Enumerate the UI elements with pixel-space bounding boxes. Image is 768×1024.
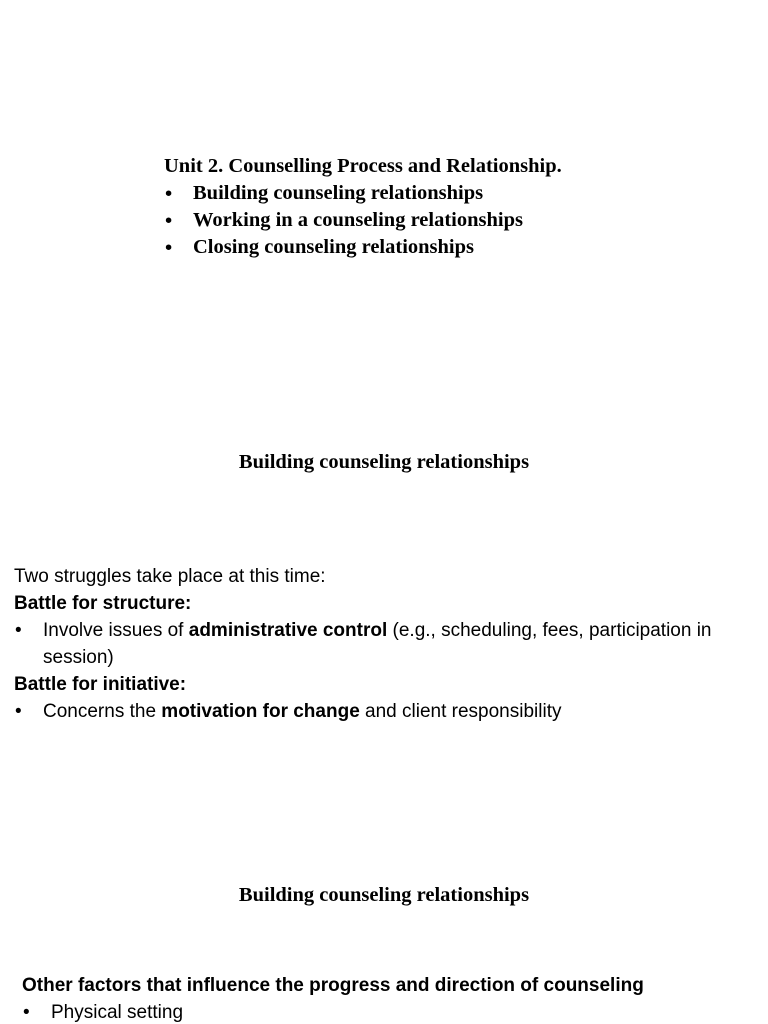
- battle-initiative-list: [14, 698, 758, 725]
- list-item: [14, 698, 758, 725]
- unit-topic-list: [164, 180, 562, 261]
- unit-topic-text: Working in a counseling relationships: [193, 209, 523, 231]
- list-item: [22, 999, 762, 1024]
- unit-title: Unit 2. Counselling Process and Relationship.: [164, 155, 562, 177]
- item-text-emphasis: motivation for change: [161, 701, 360, 722]
- unit-topic-item: [164, 207, 562, 234]
- bullet-icon: •: [165, 182, 173, 205]
- item-text-post: and client responsibility: [359, 701, 562, 722]
- struggles-intro: Two struggles take place at this time:: [14, 566, 326, 587]
- factors-block: [22, 972, 762, 1024]
- factor-text: Physical setting: [51, 1002, 184, 1023]
- bullet-icon: •: [165, 209, 173, 232]
- item-text-emphasis: administrative control: [188, 620, 388, 641]
- bullet-icon: •: [23, 1002, 30, 1023]
- factors-list: [22, 999, 762, 1024]
- unit-topic-text: Closing counseling relationships: [193, 236, 474, 258]
- bullet-icon: •: [165, 236, 173, 259]
- battle-structure-list: [14, 617, 758, 671]
- bullet-icon: •: [15, 620, 22, 641]
- list-item: [14, 617, 758, 671]
- factors-lead: Other factors that influence the progress and direction of counseling: [22, 975, 644, 996]
- unit-topic-item: [164, 234, 562, 261]
- item-text-post: (e.g., scheduling, fees, participation in session): [43, 620, 712, 668]
- unit-outline: [164, 153, 562, 261]
- battle-structure-label: Battle for structure:: [14, 593, 192, 614]
- section-heading: Building counseling relationships: [238, 451, 530, 473]
- section-heading: Building counseling relationships: [238, 884, 530, 906]
- unit-topic-item: [164, 180, 562, 207]
- unit-topic-text: Building counseling relationships: [193, 182, 484, 204]
- item-text-pre: Concerns the: [43, 701, 162, 722]
- battle-initiative-label: Battle for initiative:: [14, 674, 187, 695]
- struggles-block: [14, 563, 758, 725]
- bullet-icon: •: [15, 701, 22, 722]
- item-text-pre: Involve issues of: [43, 620, 189, 641]
